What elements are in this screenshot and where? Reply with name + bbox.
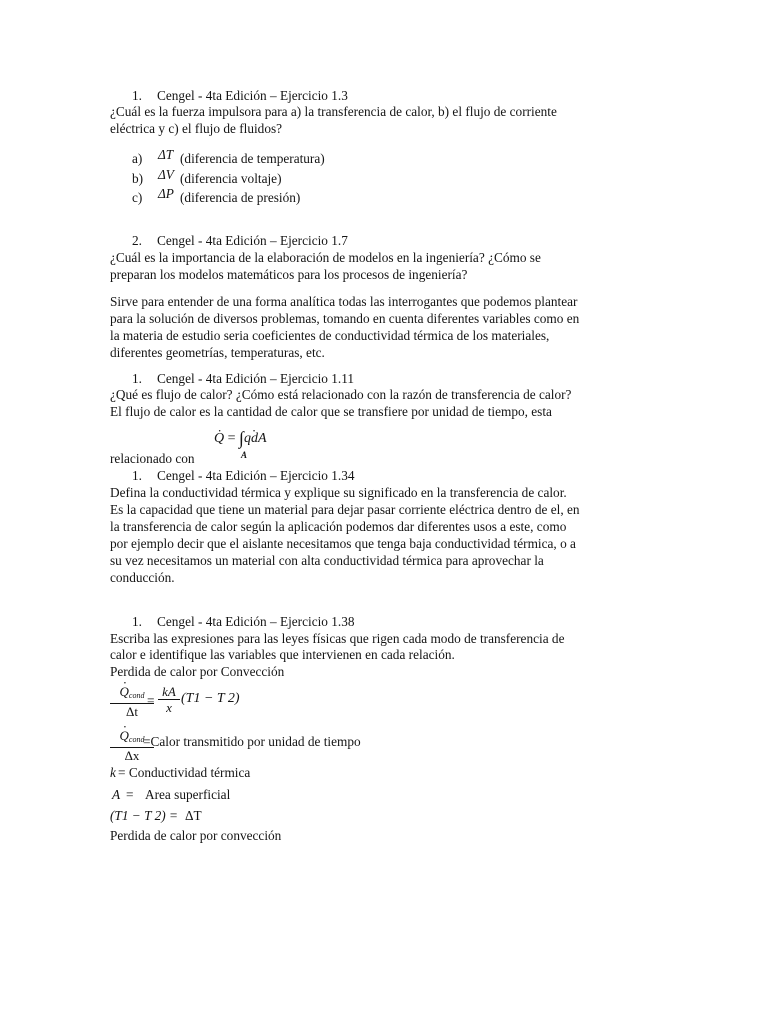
formula-limit: A	[241, 450, 248, 460]
eq1-numerator2: kA	[158, 684, 180, 700]
section-5-heading: Cengel - 4ta Edición – Ejercicio 1.38	[157, 614, 355, 629]
eq1-numerator-sub: cond	[128, 691, 145, 700]
section-2-question-line1: ¿Cuál es la importancia de la elaboración de modelos en la ingeniería? ¿Cómo se	[110, 250, 541, 265]
section-2-answer-line1: Sirve para entender de una forma analítica todas las interrogantes que podemos plantear	[110, 294, 578, 309]
eq1-equals: =	[147, 693, 155, 708]
section-2-question-line2: preparan los modelos matemáticos para los procesos de ingeniería?	[110, 267, 468, 282]
formula-integral: ∫	[239, 428, 244, 448]
section-3-number: 1.	[132, 371, 142, 386]
item-a-letter: a)	[132, 151, 143, 166]
eq1-numerator: · Q	[120, 684, 129, 699]
eq2-description: =Calor transmitido por unidad de tiempo	[143, 734, 361, 749]
section-4-answer-line3: por ejemplo decir que el aislante necesitamos que tenga baja conductividad térmica, o a	[110, 536, 576, 551]
section-4-question-line1: Defina la conductividad térmica y explique su significado en la transferencia de calor.	[110, 485, 567, 500]
item-c-symbol: ΔP	[158, 186, 174, 201]
item-b-text: (diferencia voltaje)	[180, 171, 282, 186]
section-5-question-line1: Escriba las expresiones para las leyes físicas que rigen cada modo de transferencia de	[110, 631, 565, 646]
def-t-symbol: (T1 − T 2) =	[110, 808, 178, 823]
def-a-text: Area superficial	[145, 787, 231, 802]
eq2-numerator: · Q	[120, 728, 129, 743]
formula-lhs: · Q	[214, 431, 224, 446]
section-3-answer-line2: relacionado con	[110, 451, 195, 466]
def-a-symbol: A	[112, 787, 121, 802]
eq1-denominator: Δt	[126, 704, 138, 719]
section-3-question-line1: ¿Qué es flujo de calor? ¿Cómo está relacionado con la razón de transferencia de calor?	[110, 387, 572, 402]
section-5-footer: Perdida de calor por convección	[110, 828, 282, 843]
eq1-tail: (T1 − T 2)	[181, 691, 240, 706]
item-b-symbol: ΔV	[158, 167, 174, 182]
section-3-heading: Cengel - 4ta Edición – Ejercicio 1.11	[157, 371, 355, 386]
eq2-denominator: Δx	[124, 748, 140, 763]
item-a-text: (diferencia de temperatura)	[180, 151, 325, 166]
item-b-letter: b)	[132, 171, 144, 186]
def-k-text: = Conductividad térmica	[118, 765, 251, 780]
section-1-number: 1.	[132, 88, 142, 103]
section-4-answer-line4: su vez necesitamos un material con alta conductividad térmica para aprovechar la	[110, 553, 544, 568]
section-2-number: 2.	[132, 233, 142, 248]
section-1-heading: Cengel - 4ta Edición – Ejercicio 1.3	[157, 88, 348, 103]
item-a-symbol: ΔT	[158, 147, 174, 162]
heat-flux-formula	[214, 428, 267, 447]
section-4-number: 1.	[132, 468, 142, 483]
section-4-heading: Cengel - 4ta Edición – Ejercicio 1.34	[157, 468, 355, 483]
def-k-symbol: k	[110, 765, 116, 780]
eq1-fraction-right	[158, 684, 180, 715]
section-2-answer-line4: diferentes geometrías, temperaturas, etc.	[110, 345, 325, 360]
section-4-answer-line5: conducción.	[110, 570, 175, 585]
section-4-answer-line1: Es la capacidad que tiene un material para dejar pasar corriente eléctrica dentro de el, en	[110, 502, 580, 517]
formula-rhs: · qdA	[244, 431, 267, 446]
formula-equals: =	[227, 431, 236, 446]
section-2-answer-line3: la materia de estudio seria coeficientes de conductividad térmica de los materiales,	[110, 328, 550, 343]
item-c-text: (diferencia de presión)	[180, 190, 301, 205]
section-5-number: 1.	[132, 614, 142, 629]
eq2-numerator-sub: cond	[128, 735, 145, 744]
section-2-answer-line2: para la solución de diversos problemas, tomando en cuenta diferentes variables como en	[110, 311, 580, 326]
eq1-denominator2: x	[166, 700, 172, 715]
section-2-heading: Cengel - 4ta Edición – Ejercicio 1.7	[157, 233, 348, 248]
item-c-letter: c)	[132, 190, 143, 205]
def-t-text: ΔT	[185, 808, 202, 823]
section-3-answer-line1: El flujo de calor es la cantidad de calor que se transfiere por unidad de tiempo, esta	[110, 404, 552, 419]
section-1-question-line1: ¿Cuál es la fuerza impulsora para a) la transferencia de calor, b) el flujo de corriente	[110, 104, 557, 119]
section-5-question-line2: calor e identifique las variables que intervienen en cada relación.	[110, 647, 455, 662]
section-5-subtitle: Perdida de calor por Convección	[110, 664, 285, 679]
def-a-equals: =	[126, 787, 134, 802]
section-4-answer-line2: la transferencia de calor según la aplicación podemos dar diferentes usos a este, como	[110, 519, 567, 534]
section-1-question-line2: eléctrica y c) el flujo de fluidos?	[110, 121, 283, 136]
